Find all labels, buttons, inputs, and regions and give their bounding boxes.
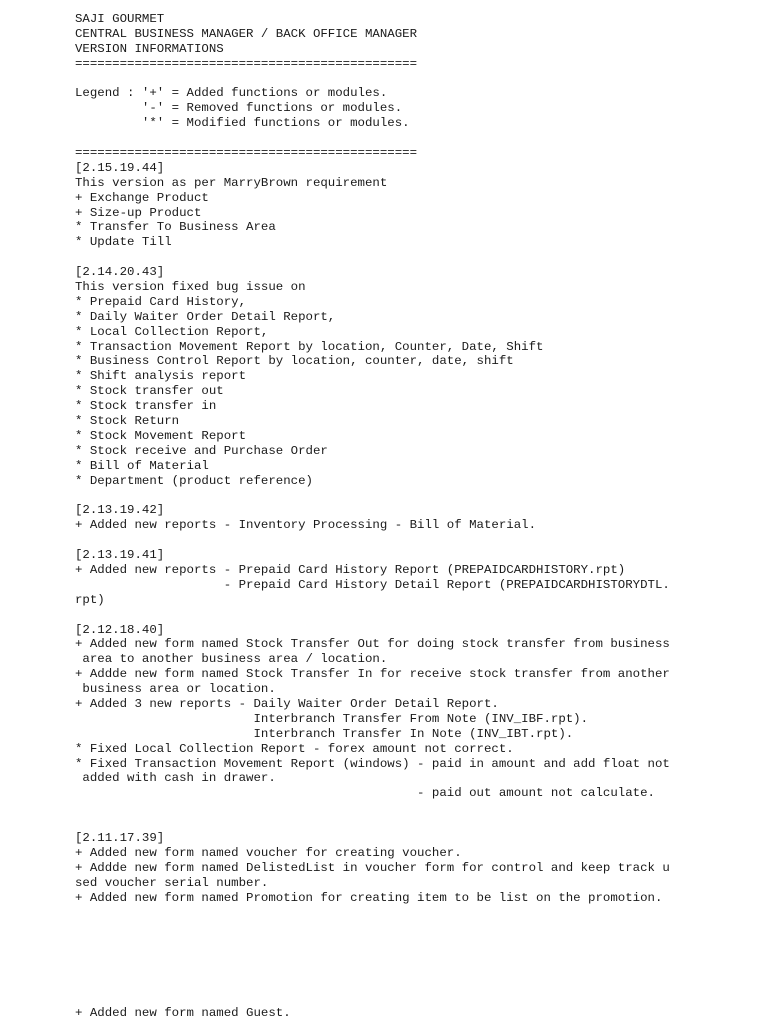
document-line: * Prepaid Card History, bbox=[75, 294, 247, 309]
document-line: '-' = Removed functions or modules. bbox=[75, 101, 403, 116]
document-line: * Stock receive and Purchase Order bbox=[75, 443, 328, 458]
blank-line bbox=[75, 801, 755, 816]
document-line: * Stock Movement Report bbox=[75, 428, 247, 443]
document-line: [2.11.17.39] bbox=[75, 830, 165, 845]
document-line: * Stock Return bbox=[75, 414, 180, 429]
document-line: * Daily Waiter Order Detail Report, bbox=[75, 309, 336, 324]
document-line: '*' = Modified functions or modules. bbox=[75, 116, 410, 131]
document-line: + Exchange Product bbox=[75, 190, 209, 205]
document-line: * Shift analysis report bbox=[75, 369, 247, 384]
document-line: * Fixed Local Collection Report - forex amount not correct. bbox=[75, 741, 514, 756]
document-line: [2.15.19.44] bbox=[75, 160, 165, 175]
document-line: CENTRAL BUSINESS MANAGER / BACK OFFICE MANAGER bbox=[75, 26, 418, 41]
document-line: [2.14.20.43] bbox=[75, 265, 165, 280]
blank-line bbox=[75, 533, 755, 548]
document-line: * Fixed Transaction Movement Report (windows) - paid in amount and add float not bbox=[75, 756, 670, 771]
document-line: Legend : '+' = Added functions or modules. bbox=[75, 86, 388, 101]
document-line: * Stock transfer out bbox=[75, 384, 224, 399]
document-line: [2.12.18.40] bbox=[75, 622, 165, 637]
blank-line bbox=[75, 72, 755, 87]
document-line: + Added 3 new reports - Daily Waiter Order Detail Report. bbox=[75, 696, 499, 711]
document-footer-line: + Added new form named Guest. bbox=[75, 1006, 291, 1020]
document-line: + Added new form named voucher for creating voucher. bbox=[75, 845, 462, 860]
document-line: + Added new form named Promotion for creating item to be list on the promotion. bbox=[75, 890, 663, 905]
document-line: SAJI GOURMET bbox=[75, 12, 165, 26]
document-line: * Local Collection Report, bbox=[75, 324, 269, 339]
blank-line bbox=[75, 816, 755, 831]
document-line: * Business Control Report by location, counter, date, shift bbox=[75, 354, 514, 369]
document-line: * Transaction Movement Report by location, Counter, Date, Shift bbox=[75, 339, 544, 354]
document-line: - Prepaid Card History Detail Report (PREPAIDCARDHISTORYDTL. bbox=[75, 577, 670, 592]
document-line: ============================================== bbox=[75, 56, 418, 71]
document-line: rpt) bbox=[75, 592, 105, 607]
blank-line bbox=[75, 250, 755, 265]
document-line: + Added new reports - Inventory Processing - Bill of Material. bbox=[75, 518, 537, 533]
document-line: - paid out amount not calculate. bbox=[75, 786, 655, 801]
document-line: Interbranch Transfer From Note (INV_IBF.rpt). bbox=[75, 711, 589, 726]
document-line: * Bill of Material bbox=[75, 458, 209, 473]
document-line: * Transfer To Business Area bbox=[75, 220, 276, 235]
blank-line bbox=[75, 608, 755, 623]
document-line: + Addde new form named Stock Transfer In for receive stock transfer from another bbox=[75, 667, 670, 682]
document-line: [2.13.19.42] bbox=[75, 503, 165, 518]
document-line: + Addde new form named DelistedList in voucher form for control and keep track u bbox=[75, 860, 670, 875]
document-line: area to another business area / location. bbox=[75, 652, 388, 667]
blank-line bbox=[75, 131, 755, 146]
document-line: VERSION INFORMATIONS bbox=[75, 41, 224, 56]
document-line: [2.13.19.41] bbox=[75, 548, 165, 563]
document-line: * Update Till bbox=[75, 235, 172, 250]
version-info-document bbox=[75, 12, 755, 905]
document-line: + Added new form named Stock Transfer Out for doing stock transfer from business bbox=[75, 637, 670, 652]
blank-line bbox=[75, 489, 755, 504]
document-line: * Stock transfer in bbox=[75, 399, 217, 414]
document-line: Interbranch Transfer In Note (INV_IBT.rpt). bbox=[75, 726, 574, 741]
document-line: added with cash in drawer. bbox=[75, 771, 276, 786]
document-line: This version fixed bug issue on bbox=[75, 280, 306, 295]
document-line: * Department (product reference) bbox=[75, 473, 313, 488]
document-line: + Size-up Product bbox=[75, 205, 202, 220]
document-line: business area or location. bbox=[75, 682, 276, 697]
document-line: ============================================== bbox=[75, 146, 418, 161]
document-line: + Added new reports - Prepaid Card History Report (PREPAIDCARDHISTORY.rpt) bbox=[75, 562, 626, 577]
document-line: This version as per MarryBrown requirement bbox=[75, 175, 388, 190]
document-line: sed voucher serial number. bbox=[75, 875, 269, 890]
